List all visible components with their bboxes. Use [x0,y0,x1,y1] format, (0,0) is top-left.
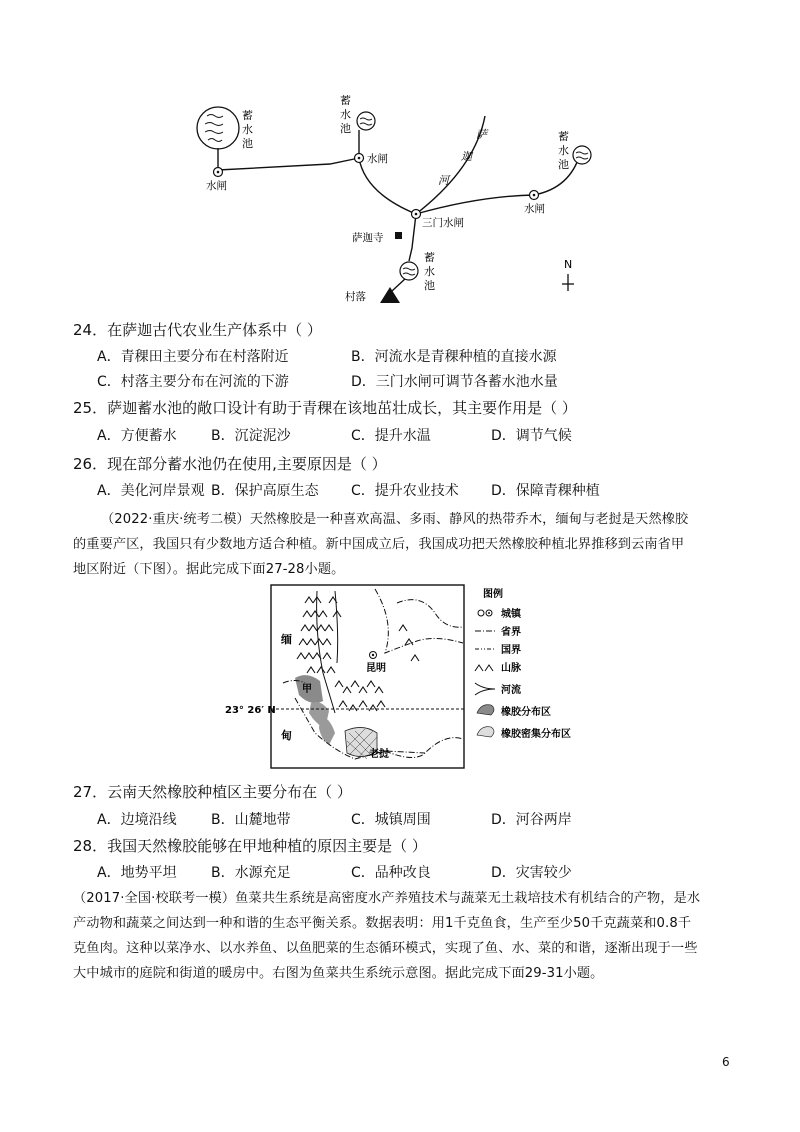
latitude-label: 23° 26′ N [225,705,276,716]
q26-option-b[interactable]: B．保护高原生态 [211,483,319,499]
res-top-label-2: 水 [340,108,351,121]
legend-item-rubber-dense: 橡胶密集分布区 [501,729,571,740]
res-top-label-1: 蓄 [340,94,351,107]
intro2-line2: 的重要产区，我国只有少数地方适合种植。新中国成立后，我国成功把天然橡胶种植北界推移到云南省甲 [73,537,685,552]
village-triangle-icon [380,287,400,303]
q27-stem: 27．云南天然橡胶种植区主要分布在（ ） [73,783,352,801]
q25-option-c[interactable]: C．提升水温 [351,428,431,444]
q27-option-a[interactable]: A．边境沿线 [97,812,177,828]
legend-item-mountain: 山脉 [501,663,521,674]
legend-title: 图例 [483,589,503,600]
river-label-1: 萨 [476,128,487,141]
three-gate [412,210,421,219]
q26-option-d[interactable]: D．保障青稞种植 [491,483,600,499]
q28-option-a[interactable]: A．地势平坦 [97,865,177,881]
q24-option-d[interactable]: D．三门水闸可调节各蓄水池水量 [351,374,558,390]
q25-option-d[interactable]: D．调节气候 [491,428,572,444]
q25-option-b[interactable]: B．沉淀泥沙 [211,428,291,444]
q28-option-c[interactable]: C．品种改良 [351,865,431,881]
legend-item-province: 省界 [501,627,521,638]
q28-option-d[interactable]: D．灾害较少 [491,865,572,881]
temple-square-icon [395,232,402,239]
river-label-2: 迦 [461,150,472,163]
q24-option-c[interactable]: C．村落主要分布在河流的下游 [97,374,289,390]
res-bottom-label-1: 蓄 [424,251,435,264]
intro3-line1: （2017·全国·校联考一模）鱼菜共生系统是高密度水产养殖技术与蔬菜无土栽培技术有机结合的产物，是水 [73,891,701,906]
q24-option-b[interactable]: B．河流水是青稞种植的直接水源 [351,349,557,365]
north-label: N [564,258,573,271]
water-gate-left [214,168,223,177]
myanmar-label-1: 缅 [281,633,292,646]
intro-aquaponics-paragraph [73,886,733,986]
intro2-line3: 地区附近（下图）。据此完成下面27-28小题。 [73,562,345,577]
intro2-line1: （2022·重庆·统考二模）天然橡胶是一种喜欢高温、多雨、静风的热带乔木，缅甸与老挝是天然橡胶 [101,512,689,527]
sakya-irrigation-diagram [180,88,620,313]
kunming-label: 昆明 [366,663,386,674]
three-gate-label: 三门水闸 [422,217,464,229]
q28-option-b[interactable]: B．水源充足 [211,865,291,881]
river-label-3: 河 [438,174,449,187]
kunming-city-icon [370,652,377,659]
res-top-label-3: 池 [340,122,351,135]
q24-stem: 24．在萨迦古代农业生产体系中（ ） [73,321,322,339]
legend-item-national: 国界 [501,645,521,656]
res-left-label-3: 池 [242,137,253,150]
res-right-label-1: 蓄 [558,130,569,143]
q24-option-a[interactable]: A．青稞田主要分布在村落附近 [97,349,289,365]
q28-stem: 28．我国天然橡胶能够在甲地种植的原因主要是（ ） [73,837,427,855]
map-legend [475,587,571,740]
res-bottom-label-2: 水 [424,265,435,278]
village-label: 村落 [345,291,366,303]
intro3-line4: 大中城市的庭院和街道的暖房中。右图为鱼菜共生系统示意图。据此完成下面29-31小题。 [73,966,604,981]
res-right-label-2: 水 [558,144,569,157]
legend-city-icon [478,610,484,616]
legend-item-river: 河流 [501,685,521,696]
legend-item-city: 城镇 [501,609,521,620]
intro3-line3: 克鱼肉。这种以菜净水、以水养鱼、以鱼肥菜的生态循环模式，实现了鱼、水、菜的和谐，逐渐出现于一些 [73,941,698,956]
reservoir-left [197,107,239,149]
north-arrow-icon [562,258,574,291]
reservoir-top [357,112,375,130]
gate-right-label: 水闸 [524,203,545,215]
legend-rubber-dense-icon [477,727,494,737]
page-number: 6 [722,1055,730,1069]
res-bottom-label-3: 池 [424,279,435,292]
gate-left-label: 水闸 [206,180,227,192]
temple-label: 萨迦寺 [352,232,384,244]
q26-option-a[interactable]: A．美化河岸景观 [97,483,205,499]
legend-river-icon [475,683,495,695]
res-left-label-2: 水 [242,123,253,136]
yunnan-rubber-map [225,583,595,773]
water-gate-right [530,191,539,200]
q25-option-a[interactable]: A．方便蓄水 [97,428,177,444]
q27-option-c[interactable]: C．城镇周围 [351,812,431,828]
intro-rubber-paragraph [73,507,733,582]
q27-option-b[interactable]: B．山麓地带 [211,812,291,828]
legend-mountain-icon [475,665,493,671]
res-right-label-3: 池 [558,158,569,171]
reservoir-right [573,146,591,164]
legend-rubber-icon [477,705,494,715]
q26-option-c[interactable]: C．提升农业技术 [351,483,459,499]
intro3-line2: 产动物和蔬菜之间达到一种和谐的生态平衡关系。数据表明：用1千克鱼食，生产至少50千克蔬菜和0.8千 [73,916,692,931]
res-left-label-1: 蓄 [242,109,253,122]
q27-option-d[interactable]: D．河谷两岸 [491,812,572,828]
laos-label: 老挝 [369,749,389,760]
jia-label: 甲 [302,684,312,695]
q26-stem: 26．现在部分蓄水池仍在使用,主要原因是（ ） [73,455,387,473]
water-gate-top [355,154,364,163]
gate-top-label: 水闸 [367,153,388,165]
q25-stem: 25．萨迦蓄水池的敞口设计有助于青稞在该地茁壮成长，其主要作用是（ ） [73,399,577,417]
myanmar-label-2: 甸 [281,729,292,742]
reservoir-bottom [400,262,418,280]
legend-item-rubber: 橡胶分布区 [501,707,551,718]
